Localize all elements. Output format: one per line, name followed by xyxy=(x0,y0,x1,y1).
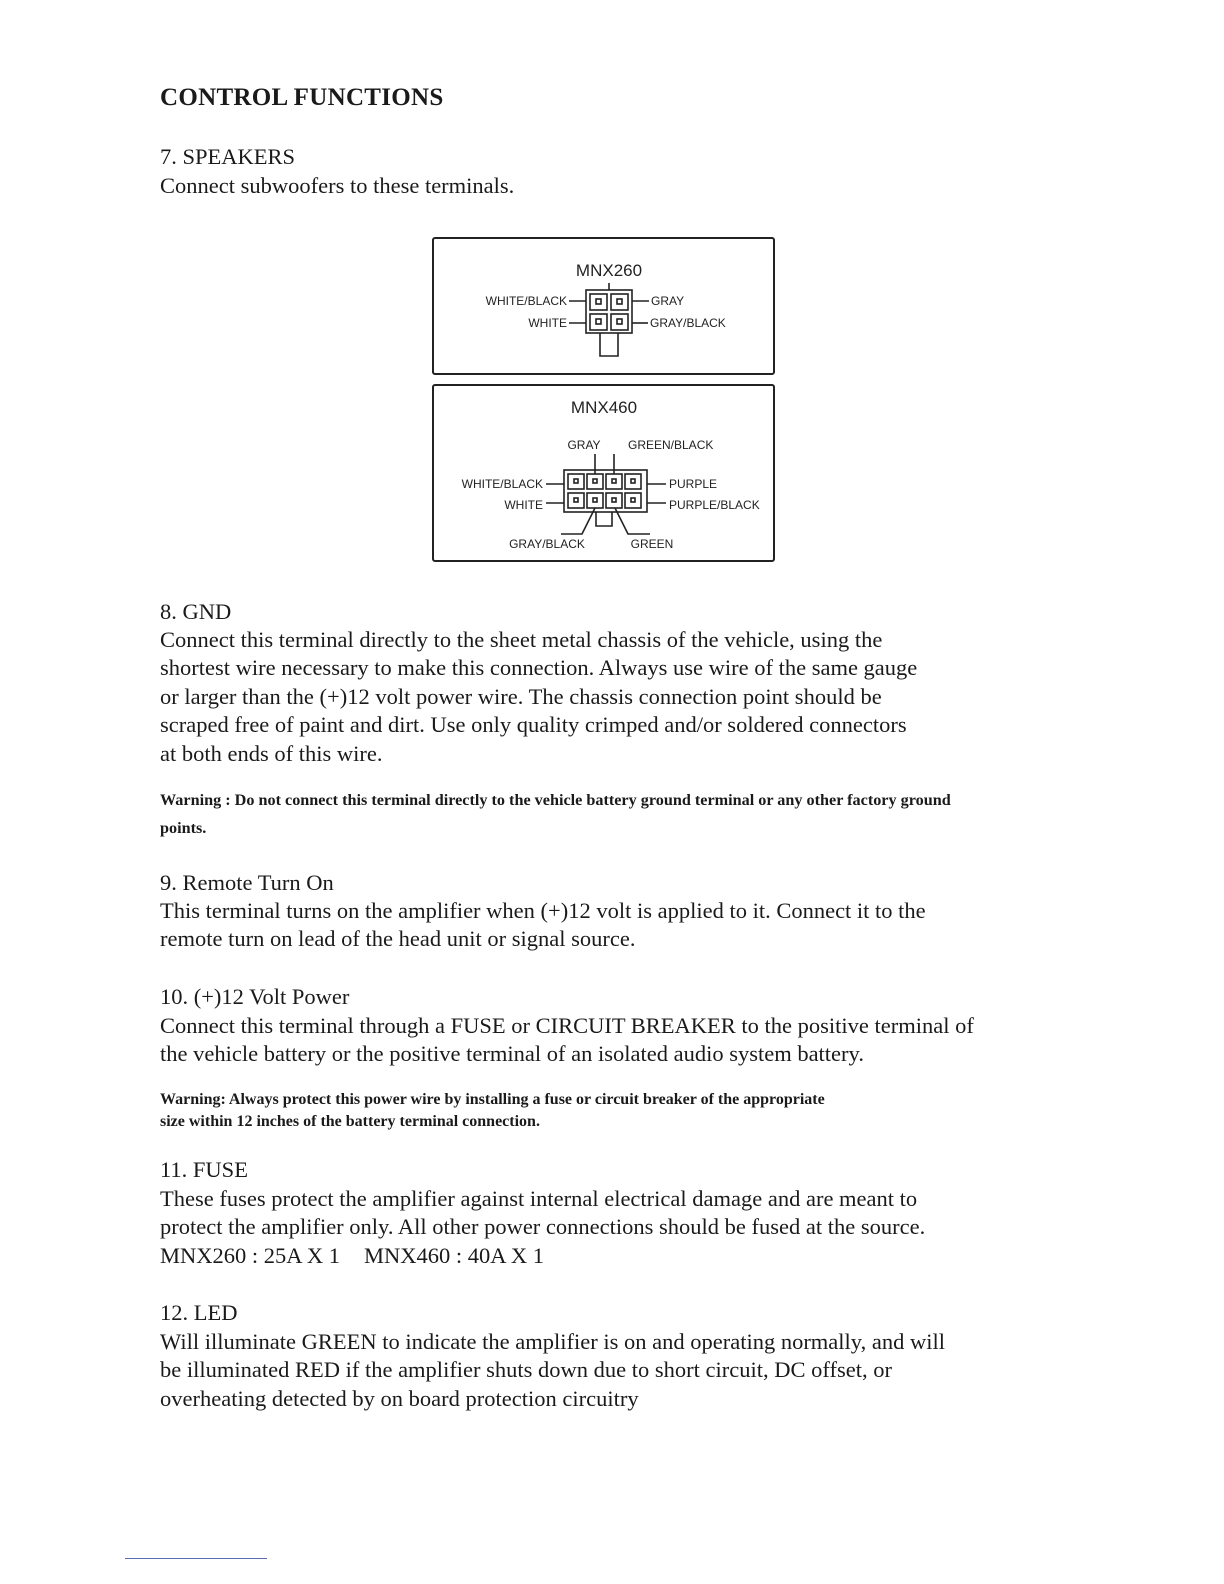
speakers-text: Connect subwoofers to these terminals. xyxy=(160,173,515,198)
fuse-spec-mnx460: MNX460 : 40A X 1 xyxy=(364,1242,545,1268)
mnx260-connector-icon xyxy=(434,239,773,373)
gnd-heading: 8. GND xyxy=(160,599,232,624)
led-line: be illuminated RED if the amplifier shuts down due to short circuit, DC offset, or xyxy=(160,1357,892,1383)
mnx460-label-white: WHITE xyxy=(504,498,543,512)
remote-line: remote turn on lead of the head unit or signal source. xyxy=(160,926,636,952)
mnx460-label-purple: PURPLE xyxy=(669,477,718,491)
led-line: overheating detected by on board protection circuitry xyxy=(160,1385,639,1411)
power-line: Connect this terminal through a FUSE or CIRCUIT BREAKER to the positive terminal of xyxy=(160,1013,974,1038)
led-heading: 12. LED xyxy=(160,1300,238,1325)
mnx260-diagram xyxy=(432,237,775,375)
power-warning xyxy=(160,1089,1060,1133)
gnd-warning-line: points. xyxy=(160,819,207,837)
fuse-spec-mnx260: MNX260 : 25A X 1 xyxy=(160,1242,341,1268)
mnx460-diagram xyxy=(432,384,775,562)
mnx260-label-gray: GRAY xyxy=(651,294,685,308)
gnd-line: Connect this terminal directly to the sheet metal chassis of the vehicle, using the xyxy=(160,627,883,652)
remote-line: This terminal turns on the amplifier when (+)12 volt is applied to it. Connect it to the xyxy=(160,898,926,923)
fuse-line: protect the amplifier only. All other power connections should be fused at the source. xyxy=(160,1214,926,1240)
power-warning-line: size within 12 inches of the battery terminal connection. xyxy=(160,1113,540,1130)
power-paragraph xyxy=(160,1012,1080,1069)
led-line: Will illuminate GREEN to indicate the amplifier is on and operating normally, and will xyxy=(160,1329,945,1354)
gnd-warning xyxy=(160,786,1100,842)
mnx460-label-gray-black: GRAY/BLACK xyxy=(509,537,585,551)
mnx460-model-label: MNX460 xyxy=(570,398,638,417)
mnx460-label-gray: GRAY xyxy=(567,438,601,452)
fuse-heading: 11. FUSE xyxy=(160,1157,248,1182)
gnd-warning-line: Warning : Do not connect this terminal directly to the vehicle battery ground terminal or any other factory ground xyxy=(160,791,951,809)
gnd-line: at both ends of this wire. xyxy=(160,740,383,766)
gnd-line: scraped free of paint and dirt. Use only quality crimped and/or soldered connectors xyxy=(160,712,907,738)
mnx460-label-purple-black: PURPLE/BLACK xyxy=(669,498,760,512)
mnx460-label-white-black: WHITE/BLACK xyxy=(461,477,543,491)
gnd-line: or larger than the (+)12 volt power wire. The chassis connection point should be xyxy=(160,683,882,709)
power-heading: 10. (+)12 Volt Power xyxy=(160,984,350,1009)
speakers-heading: 7. SPEAKERS xyxy=(160,144,296,169)
mnx460-label-green: GREEN xyxy=(630,537,674,551)
footer-rule xyxy=(125,1558,267,1559)
remote-heading: 9. Remote Turn On xyxy=(160,870,334,895)
mnx260-model-label: MNX260 xyxy=(575,261,643,280)
gnd-line: shortest wire necessary to make this connection. Always use wire of the same gauge xyxy=(160,655,918,681)
remote-paragraph xyxy=(160,897,1080,954)
power-line: the vehicle battery or the positive terminal of an isolated audio system battery. xyxy=(160,1041,864,1067)
led-paragraph xyxy=(160,1328,1080,1413)
mnx260-label-white: WHITE xyxy=(528,316,567,330)
mnx460-label-green-black: GREEN/BLACK xyxy=(628,438,714,452)
fuse-specs xyxy=(160,1242,1080,1270)
gnd-paragraph xyxy=(160,626,1080,768)
fuse-paragraph xyxy=(160,1185,1080,1270)
page-title: CONTROL FUNCTIONS xyxy=(160,84,444,111)
fuse-line: These fuses protect the amplifier against internal electrical damage and are meant to xyxy=(160,1186,918,1211)
mnx460-connector-icon xyxy=(434,386,773,560)
mnx260-label-gray-black: GRAY/BLACK xyxy=(650,316,726,330)
power-warning-line: Warning: Always protect this power wire by installing a fuse or circuit breaker of the appropriate xyxy=(160,1091,825,1108)
mnx260-label-white-black: WHITE/BLACK xyxy=(485,294,567,308)
